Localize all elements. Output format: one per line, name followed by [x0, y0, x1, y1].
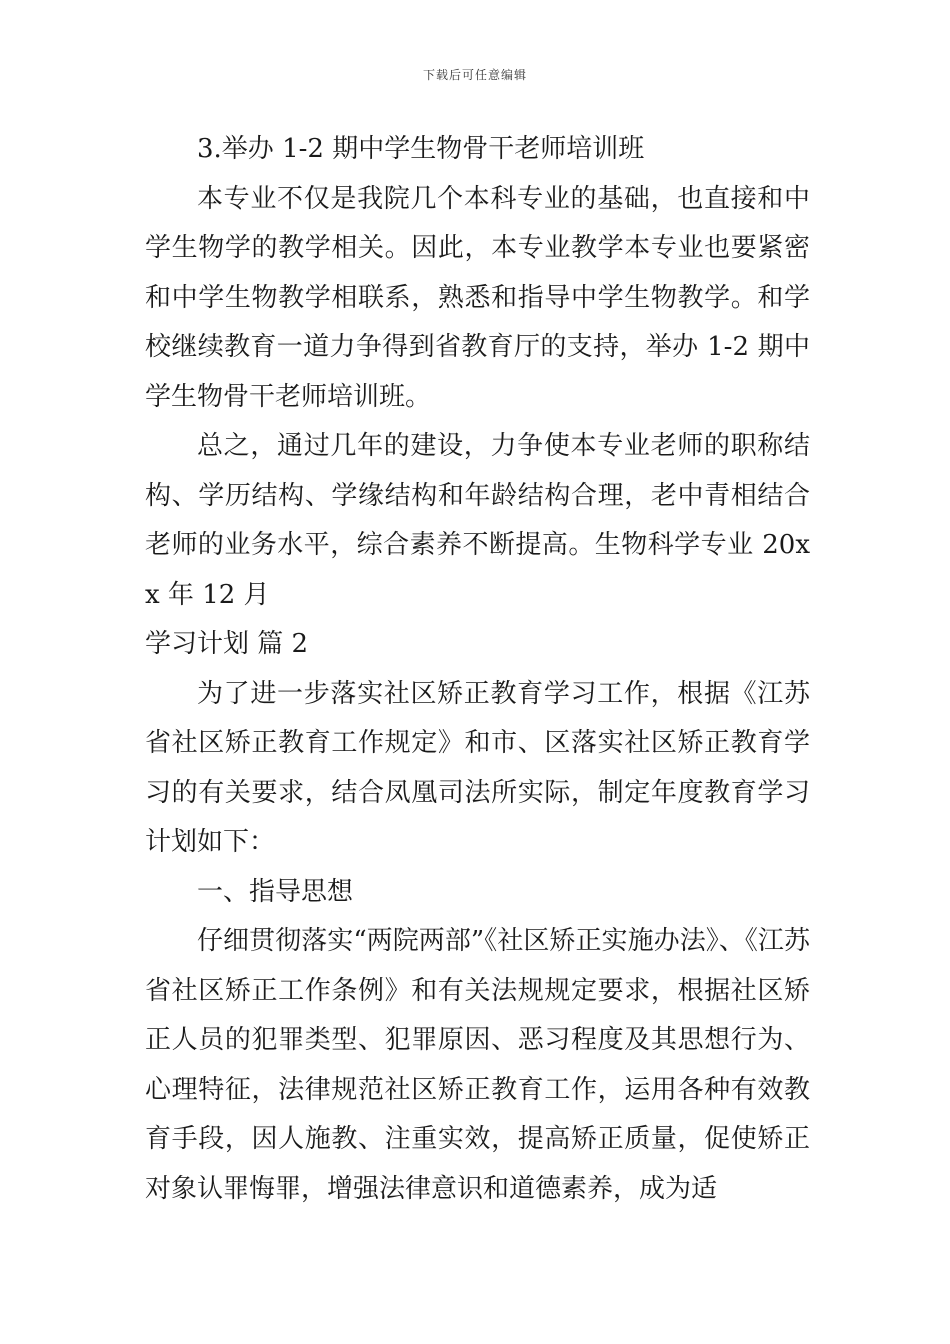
- page-header: 下载后可任意编辑: [422, 68, 527, 82]
- paragraph-summary: 总之，通过几年的建设，力争使本专业老师的职称结构、学历结构、学缘结构和年龄结构合理，老中青相结合老师的业务水平，综合素养不断提高。生物科学专业 20xx 年 12 月: [145, 431, 810, 610]
- paragraph-intro: 为了进一步落实社区矫正教育学习工作，根据《江苏省社区矫正教育工作规定》和市、区落实社区矫正教育学习的有关要求，结合凤凰司法所实际，制定年度教育学习计划如下：: [145, 678, 810, 857]
- section-title-plan-2: 学习计划 篇 2: [145, 629, 309, 659]
- subsection-heading-guiding-thought: 一、指导思想: [197, 876, 354, 907]
- paragraph-teaching-link: 本专业不仅是我院几个本科专业的基础，也直接和中学生物学的教学相关。因此，本专业教学本专业也要紧密和中学生物教学相联系，熟悉和指导中学生物教学。和学校继续教育一道力争得到省教育厅的支持，举办 1-2 期中学生物骨干老师培训班。: [145, 183, 810, 412]
- document-body: [145, 125, 810, 1214]
- subsection-heading-training: 3.举办 1-2 期中学生物骨干老师培训班: [197, 134, 645, 164]
- paragraph-guiding-thought: 仔细贯彻落实“两院两部”《社区矫正实施办法》、《江苏省社区矫正工作条例》和有关法规规定要求，根据社区矫正人员的犯罪类型、犯罪原因、恶习程度及其思想行为、心理特征，法律规范社区矫正教育工作，运用各种有效教育手段，因人施教、注重实效，提高矫正质量，促使矫正对象认罪悔罪，增强法律意识和道德素养，成为适: [145, 926, 810, 1204]
